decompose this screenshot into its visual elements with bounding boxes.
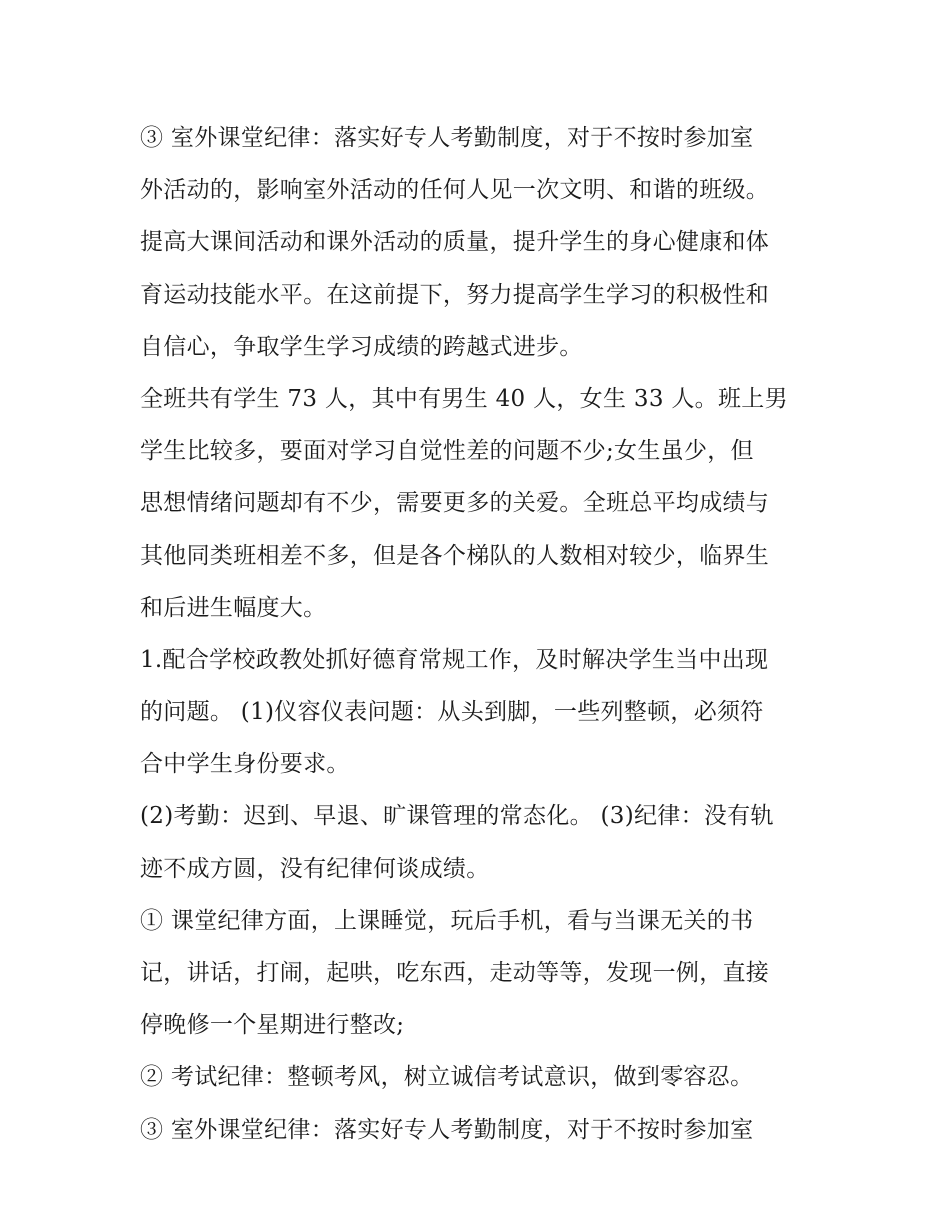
text-line: ③ 室外课堂纪律：落实好专人考勤制度，对于不按时参加室 [140, 1116, 754, 1143]
text-line: 思想情绪问题却有不少，需要更多的关爱。全班总平均成绩与 [140, 490, 770, 517]
text-line: 育运动技能水平。在这前提下，努力提高学生学习的积极性和 [140, 281, 770, 308]
text-line: 停晚修一个星期进行整改; [140, 1012, 405, 1039]
text-line: 和后进生幅度大。 [140, 594, 327, 621]
document-body [140, 112, 820, 1156]
text-line: 记，讲话，打闹，起哄，吃东西，走动等等，发现一例，直接 [140, 960, 770, 986]
text-line: 其他同类班相差不多，但是各个梯队的人数相对较少，临界生 [140, 542, 770, 569]
text-line: 迹不成方圆，没有纪律何谈成绩。 [140, 855, 490, 882]
text-line: 全班共有学生 73 人，其中有男生 40 人，女生 33 人。班上男 [140, 385, 788, 412]
text-line: 学生比较多，要面对学习自觉性差的问题不少;女生虽少，但 [140, 438, 754, 465]
text-line: 合中学生身份要求。 [140, 751, 350, 778]
text-line: 的问题。 (1)仪容仪表问题：从头到脚，一些列整顿，必须符 [140, 699, 764, 726]
text-line: 提高大课间活动和课外活动的质量，提升学生的身心健康和体 [140, 229, 770, 256]
text-line: 自信心，争取学生学习成绩的跨越式进步。 [140, 333, 583, 360]
text-line: ① 课堂纪律方面，上课睡觉，玩后手机，看与当课无关的书 [140, 907, 754, 934]
text-line: 外活动的，影响室外活动的任何人见一次文明、和谐的班级。 [140, 177, 770, 204]
text-line: (2)考勤：迟到、早退、旷课管理的常态化。 (3)纪律：没有轨 [140, 803, 774, 830]
text-line: ③ 室外课堂纪律：落实好专人考勤制度，对于不按时参加室 [140, 125, 754, 151]
text-line: ② 考试纪律：整顿考风，树立诚信考试意识，做到零容忍。 [140, 1064, 754, 1091]
text-line: 1.配合学校政教处抓好德育常规工作，及时解决学生当中出现 [140, 646, 769, 673]
